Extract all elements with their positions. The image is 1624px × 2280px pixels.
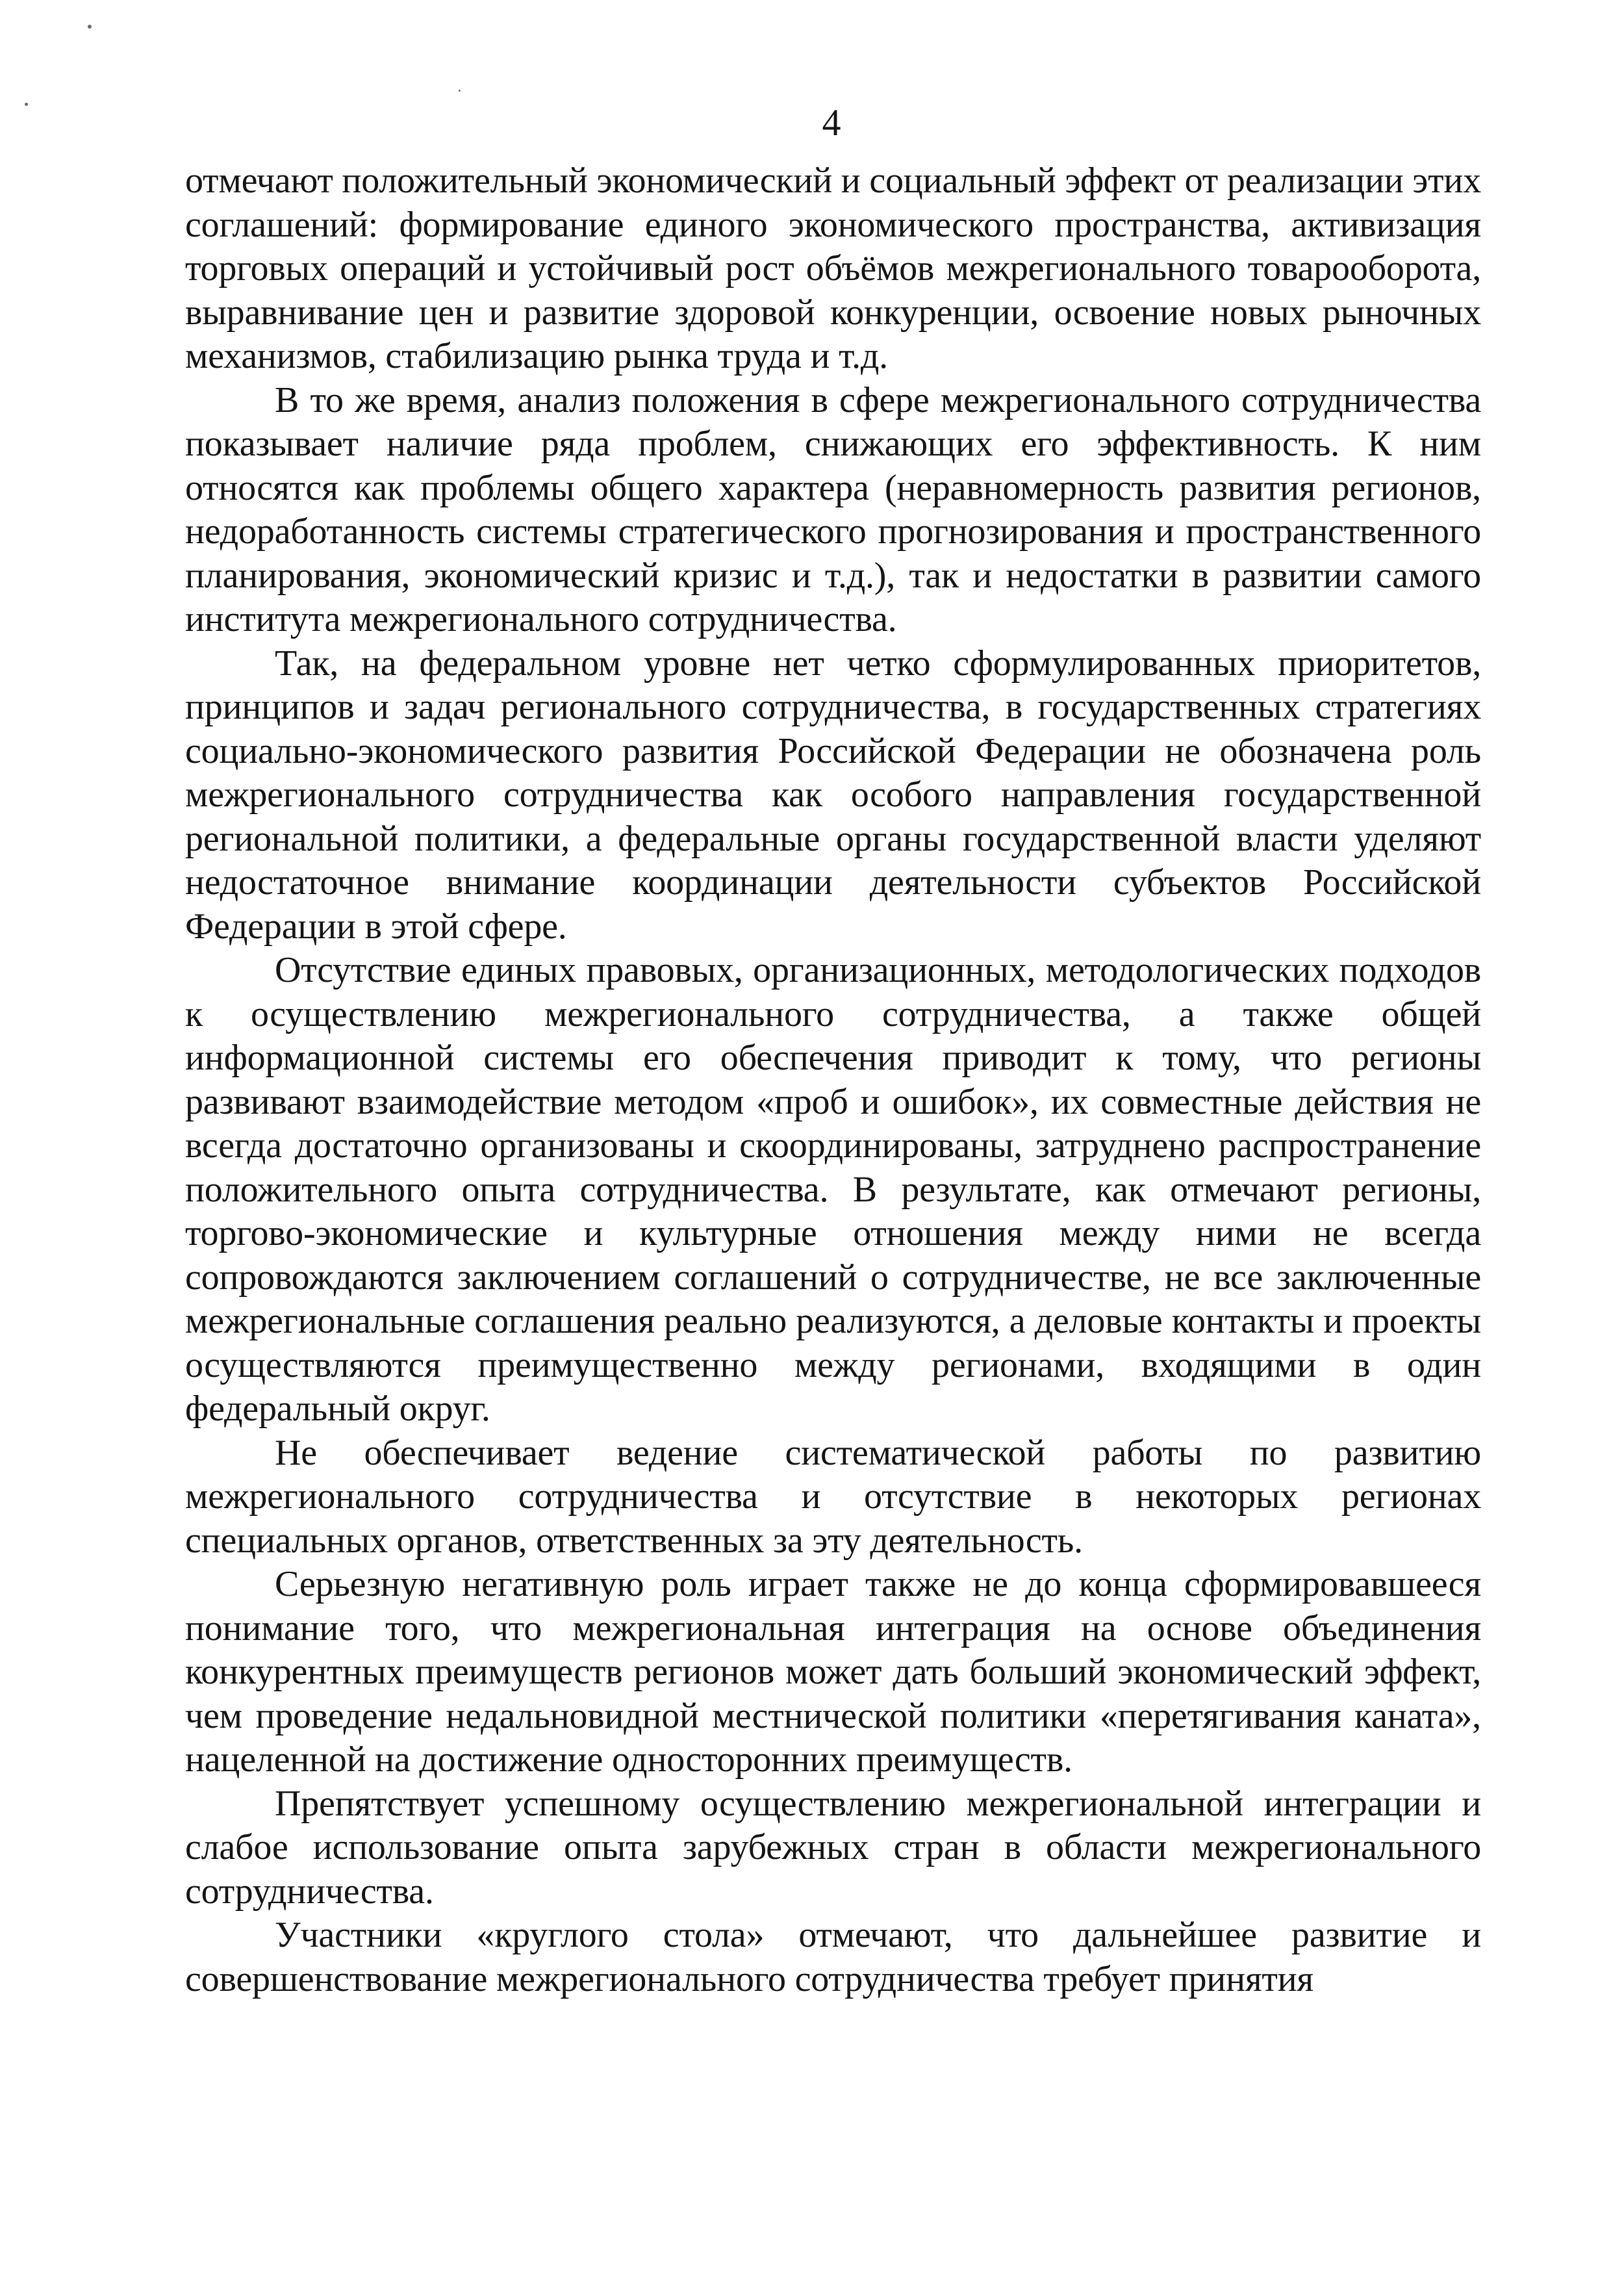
- scan-speck: [459, 90, 461, 92]
- document-body: [185, 159, 1481, 2001]
- paragraph: Участники «круглого стола» отмечают, что дальнейшее развитие и совершенствование межрегионального сотрудничества требует принятия: [185, 1915, 1481, 1999]
- paragraph: Не обеспечивает ведение систематической работы по развитию межрегионального сотрудничества и отсутствие в некоторых регионах специальных органов, ответственных за эту деятельность.: [185, 1432, 1481, 1561]
- scan-speck: [25, 103, 28, 106]
- page-number: 4: [822, 101, 841, 144]
- scan-speck: [88, 25, 92, 29]
- paragraph-continuation: отмечают положительный экономический и социальный эффект от реализации этих соглашений: формирование единого экономического пространства, активизация торговых операций и устойчивый рост объёмов межрегионального товарооборота, выравнивание цен и развитие здоровой конкуренции, освоение новых рыночных механизмов, стабилизацию рынка труда и т.д.: [185, 160, 1481, 376]
- paragraph: Серьезную негативную роль играет также не до конца сформировавшееся понимание того, что межрегиональная интеграция на основе объединения конкурентных преимуществ регионов может дать больший экономический эффект, чем проведение недальновидной местнической политики «перетягивания каната», нацеленной на достижение односторонних преимуществ.: [185, 1564, 1481, 1780]
- paragraph: Отсутствие единых правовых, организационных, методологических подходов к осуществлению межрегионального сотрудничества, а также общей информационной системы его обеспечения приводит к тому, что регионы развивают взаимодействие методом «проб и ошибок», их совместные действия не всегда достаточно организованы и скоординированы, затруднено распространение положительного опыта сотрудничества. В результате, как отмечают регионы, торгово-экономические и культурные отношения между ними не всегда сопровождаются заключением соглашений о сотрудничестве, не все заключенные межрегиональные соглашения реально реализуются, а деловые контакты и проекты осуществляются преимущественно между регионами, входящими в один федеральный округ.: [185, 950, 1481, 1429]
- paragraph: В то же время, анализ положения в сфере межрегионального сотрудничества показывает наличие ряда проблем, снижающих его эффективность. К ним относятся как проблемы общего характера (неравномерность развития регионов, недоработанность системы стратегического прогнозирования и пространственного планирования, экономический кризис и т.д.), так и недостатки в развитии самого института межрегионального сотрудничества.: [185, 379, 1481, 639]
- paragraph: Препятствует успешному осуществлению межрегиональной интеграции и слабое использование опыта зарубежных стран в области межрегионального сотрудничества.: [185, 1783, 1481, 1912]
- paragraph: Так, на федеральном уровне нет четко сформулированных приоритетов, принципов и задач регионального сотрудничества, в государственных стратегиях социально-экономического развития Российской Федерации не обозначена роль межрегионального сотрудничества как особого направления государственной региональной политики, а федеральные органы государственной власти уделяют недостаточное внимание координации деятельности субъектов Российской Федерации в этой сфере.: [185, 643, 1481, 947]
